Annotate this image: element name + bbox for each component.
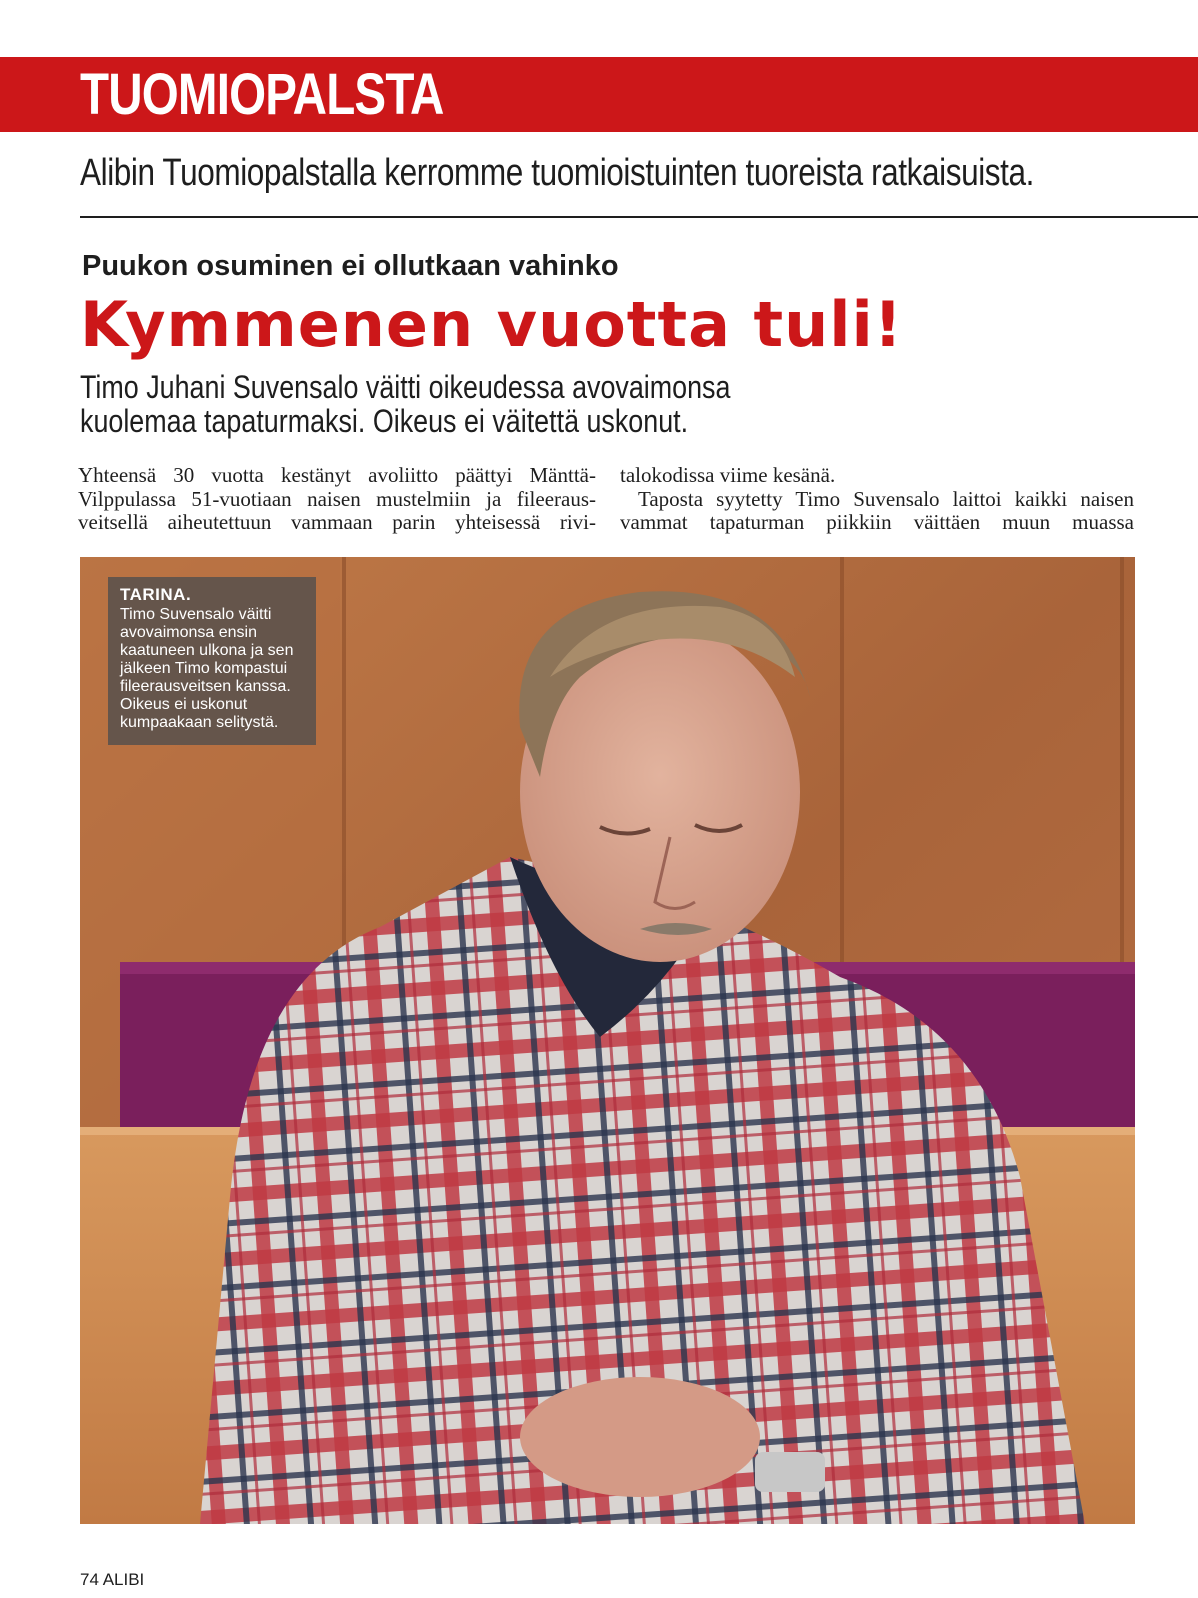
caption-body (120, 606, 306, 732)
caption-line: kaatuneen ulkona ja sen (120, 642, 294, 659)
body-line: vammat tapaturman piikkiin väittäen muun muassa (620, 510, 1134, 534)
caption-heading: TARINA. (120, 585, 192, 604)
deck-line: Timo Juhani Suvensalo väitti oikeudessa avovaimonsa (80, 369, 731, 405)
divider-rule (80, 216, 1198, 218)
article-kicker: Puukon osuminen ei ollutkaan vahinko (82, 250, 619, 282)
caption-line: Oikeus ei uskonut (120, 696, 248, 713)
body-line: Taposta syytetty Timo Suvensalo laittoi kaikki naisen (638, 486, 1134, 511)
caption-line: Timo Suvensalo väitti (120, 606, 272, 623)
deck-line: kuolemaa tapaturmaksi. Oikeus ei väitettä uskonut. (80, 403, 689, 439)
body-line: Yhteensä 30 vuotta kestänyt avoliitto päättyi Mänttä- (78, 463, 596, 487)
section-description: Alibin Tuomiopalstalla kerromme tuomioistuinten tuoreista ratkaisuista. (80, 152, 1034, 194)
photo-caption (108, 577, 316, 745)
caption-line: kumpaakaan selitystä. (120, 714, 279, 731)
caption-line: fileerausveitsen kanssa. (120, 678, 291, 695)
caption-line: avovaimonsa ensin (120, 624, 257, 641)
body-column-right (620, 464, 1134, 535)
caption-line: jälkeen Timo kompastui (120, 660, 288, 677)
body-line: talokodissa viime kesänä. (620, 463, 836, 487)
body-column-left (78, 464, 596, 535)
body-line: Vilppulassa 51-vuotiaan naisen mustelmiin ja fileeraus- (78, 486, 596, 511)
article-headline: Kymmenen vuotta tuli! (80, 288, 904, 361)
page-folio: 74 ALIBI (80, 1570, 145, 1589)
article-deck (80, 370, 819, 438)
body-line: veitsellä aiheutettuun vammaan parin yhteisessä rivi- (78, 510, 596, 534)
section-title: TUOMIOPALSTA (80, 62, 444, 127)
